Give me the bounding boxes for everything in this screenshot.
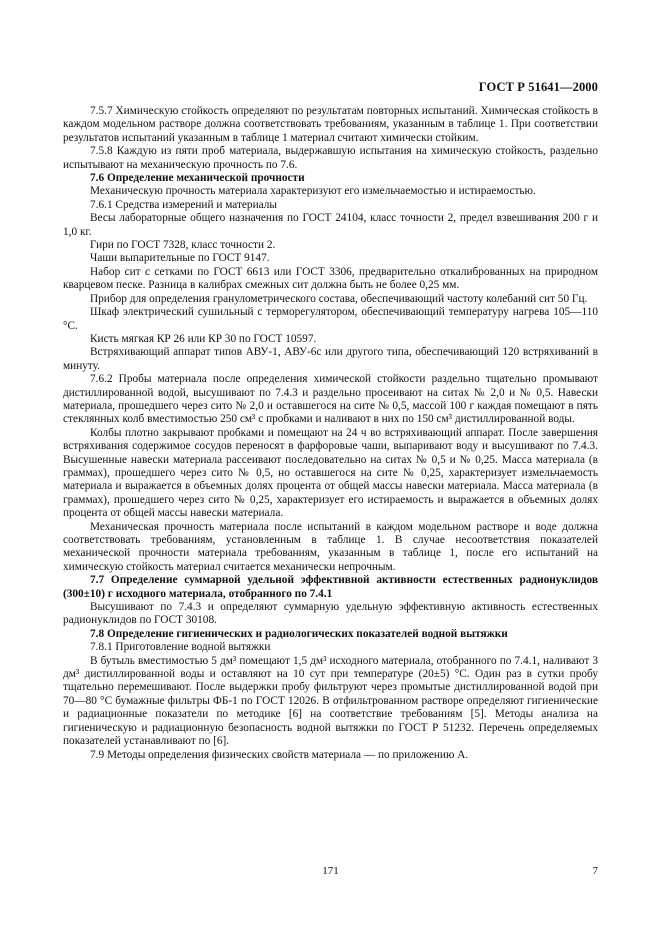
paragraph: Чаши выпарительные по ГОСТ 9147.: [90, 252, 270, 265]
paragraph: 7.9 Методы определения физических свойств материала — по приложению А.: [90, 748, 469, 761]
paragraph: Набор сит с сетками по ГОСТ 6613 или ГОСТ 3306, предварительно откалиброванных на природном кварцевом песке. Разница в калибрах смежных сит должна быть не более 0,25 мм.: [63, 265, 598, 292]
sheet-number: 171: [322, 865, 339, 877]
document-body: [63, 105, 598, 762]
paragraph: Кисть мягкая КР 26 или КР 30 по ГОСТ 10597.: [90, 332, 317, 345]
paragraph: 7.6.1 Средства измерений и материалы: [90, 198, 277, 211]
page-number: 7: [592, 865, 598, 877]
section-heading: 7.8 Определение гигиенических и радиологических показателей водной вытяжки: [90, 627, 508, 640]
paragraph: Механическую прочность материала характеризуют его измельчаемостью и истираемостью.: [90, 185, 536, 198]
paragraph: Встряхивающий аппарат типов АВУ-1, АВУ-6с или другого типа, обеспечивающий 120 встряхиваний в минуту.: [63, 346, 598, 372]
section-heading: 7.7 Определение суммарной удельной эффективной активности естественных радионуклидов (300±10) г исходного материала, отобранного по 7.4.1: [63, 574, 598, 600]
section-heading: 7.6 Определение механической прочности: [90, 172, 305, 185]
paragraph: В бутыль вместимостью 5 дм³ помещают 1,5 дм³ исходного материала, отобранного по 7.4.1, наливают 3 дм³ дистиллированной воды и оставляют на 10 сут при температуре (20±5) °С. Один раз в сутки пробу тщательно перемешивают. После выдержки пробу фильтруют через промытые дистиллированной водой при 70—80 °С бумажные фильтры ФБ-1 по ГОСТ 12026. В отфильтрованном растворе определяют гигиенические и радиационные показатели по методике [6] на соответствие требованиям [5]. Методы анализа на гигиеническую и радиационную безопасность водной вытяжки по ГОСТ Р 51232. Перечень определяемых показателей устанавливают по [6].: [63, 654, 598, 748]
paragraph: Прибор для определения гранулометрического состава, обеспечивающий частоту колебаний сит 50 Гц.: [90, 292, 588, 305]
paragraph: Механическая прочность материала после испытаний в каждом модельном растворе и воде должна соответствовать требованиям, установленным в таблице 1. В случае несоответствия показателей механической прочности материала требованиям, указанным в таблице 1, после его испытаний на химическую стойкость материал считается механически непрочным.: [63, 520, 598, 573]
paragraph: Гири по ГОСТ 7328, класс точности 2.: [90, 239, 276, 252]
paragraph: 7.5.8 Каждую из пяти проб материала, выдержавшую испытания на химическую стойкость, раздельно испытывают на механическую прочность по 7.6.: [63, 145, 598, 171]
paragraph: Весы лабораторные общего назначения по ГОСТ 24104, класс точности 2, предел взвешивания 200 г и 1,0 кг.: [63, 212, 598, 238]
paragraph: Высушивают по 7.4.3 и определяют суммарную удельную эффективную активность естественных радионуклидов по ГОСТ 30108.: [63, 601, 598, 627]
paragraph: 7.6.2 Пробы материала после определения химической стойкости раздельно тщательно промывают дистиллированной водой, высушивают по 7.4.3 и раздельно просеивают на ситах № 2,0 и № 0,5. Навески материала, прошедшего через сито № 2,0 и оставшегося на сите № 0,5, массой 100 г каждая помещают в пять стеклянных колб вместимостью 250 см³ с пробками и наливают в них по 150 см³ дистиллированной воды.: [63, 373, 598, 426]
document-code-header: ГОСТ Р 51641—2000: [478, 80, 598, 94]
paragraph: Шкаф электрический сушильный с терморегулятором, обеспечивающий температуру нагрева 105—110 °С.: [63, 306, 598, 332]
paragraph: 7.5.7 Химическую стойкость определяют по результатам повторных испытаний. Химическая стойкость в каждом модельном растворе должна соответствовать требованиям, указанным в таблице 1. При соответствии результатов испытаний указанным в таблице 1 материал считают химически стойким.: [63, 105, 598, 144]
paragraph: Колбы плотно закрывают пробками и помещают на 24 ч во встряхивающий аппарат. После завершения встряхивания содержимое сосудов переносят в фарфоровые чаши, выпаривают воду и высушивают по 7.4.3. Высушенные навески материала рассеивают последовательно на ситах № 0,5 и № 0,25. Масса материала (в граммах), прошедшего через сито № 0,5, но оставшегося на сите № 0,25, характеризует измельчаемость материала и выражается в объемных долях процента от общей массы навески материала. Масса материала (в граммах), прошедшего через сито № 0,25, характеризует его истираемость и выражается в объемных долях процента от общей массы навески материала.: [63, 426, 598, 520]
paragraph: 7.8.1 Приготовление водной вытяжки: [90, 641, 271, 654]
